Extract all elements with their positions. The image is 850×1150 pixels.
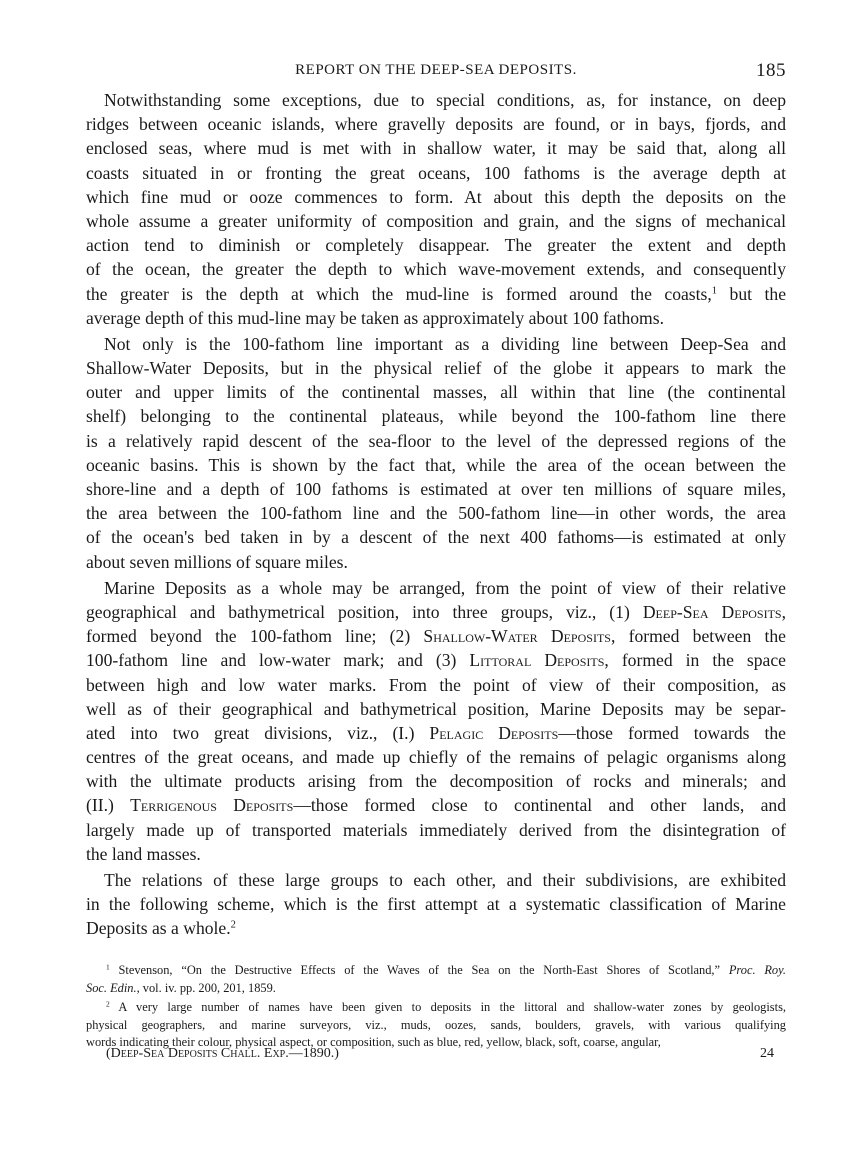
text-line: of the ocean, the greater the depth to which wave-movement extends, and consequently <box>86 259 786 280</box>
text-segment: Proc. Roy. <box>728 963 786 977</box>
text-segment: formed beyond the 100-fathom line; (2) <box>86 626 424 647</box>
text-segment: , formed between the <box>610 626 786 647</box>
text-segment: geographical and bathymetrical position, into three groups, viz., (1) <box>86 601 643 622</box>
text-line: of the ocean's bed taken in by a descent of the next 400 fathoms—is estimated at only <box>86 527 786 548</box>
text-line: enclosed seas, where mud is met with in shallow water, it may be said that, along all <box>86 138 786 159</box>
text-line <box>86 624 786 648</box>
text-segment: , <box>781 601 786 622</box>
footnotes <box>86 962 786 1054</box>
small-caps-term: Deep-Sea Deposits <box>642 601 782 622</box>
text-line <box>86 999 786 1017</box>
text-line <box>86 962 786 980</box>
footnote-ref: 1 <box>106 962 110 972</box>
text-segment: Stevenson, “On the Destructive Effects of the Waves of the Sea on the North-East Shores of Scotland,” <box>109 963 729 977</box>
page-number: 185 <box>756 60 786 81</box>
text-line: Not only is the 100-fathom line important as a dividing line between Deep-Sea and <box>104 333 786 354</box>
text-segment: A very large number of names have been given to deposits in the littoral and shallow-water zones by geologists, <box>109 1000 786 1014</box>
text-line: Marine Deposits as a whole may be arranged, from the point of view of their relative <box>104 577 786 598</box>
small-caps-term: Terrigenous Deposits <box>130 795 294 816</box>
text-line: is a relatively rapid descent of the sea-floor to the level of the depressed regions of the <box>86 430 786 451</box>
text-line: centres of the great oceans, and made up chiefly of the remains of pelagic organisms along <box>86 747 786 768</box>
text-line: the area between the 100-fathom line and the 500-fathom line—in other words, the area <box>86 503 786 524</box>
text-line <box>86 793 786 817</box>
text-segment: the greater is the depth at which the mud-line is formed around the coasts, <box>86 283 712 304</box>
footnote <box>86 999 786 1052</box>
text-line <box>86 282 786 306</box>
running-title: REPORT ON THE DEEP-SEA DEPOSITS. <box>295 62 577 78</box>
text-segment: Deposits as a whole. <box>86 918 231 939</box>
text-line: well as of their geographical and bathymetrical position, Marine Deposits may be separ- <box>86 698 786 719</box>
paragraph <box>86 868 786 941</box>
text-line: shore-line and a depth of 100 fathoms is estimated at over ten millions of square miles, <box>86 479 786 499</box>
text-line <box>86 721 786 745</box>
text-line: whole assume a greater uniformity of composition and grain, and the signs of mechanical <box>86 210 786 231</box>
text-segment: —those formed towards the <box>558 722 786 743</box>
text-line: coasts situated in or fronting the great oceans, 100 fathoms is the average depth at <box>86 162 786 183</box>
text-segment: 100-fathom line and low-water mark; and (3) <box>86 650 470 671</box>
text-line: words indicating their colour, physical aspect, or composition, such as blue, red, yellow, black, soft, coarse, angular, <box>86 1035 661 1049</box>
text-line <box>86 916 786 940</box>
text-line: action tend to diminish or completely disappear. The greater the extent and depth <box>86 235 786 256</box>
text-line: the land masses. <box>86 843 201 864</box>
text-segment: but the <box>717 283 787 304</box>
paragraph <box>86 332 786 574</box>
paragraph <box>86 88 786 330</box>
text-line: with the ultimate products arising from the decomposition of rocks and minerals; and <box>86 771 786 792</box>
text-line: The relations of these large groups to each other, and their subdivisions, are exhibited <box>104 870 786 890</box>
text-line: shelf) belonging to the continental plateaus, while beyond the 100-fathom line there <box>86 406 786 427</box>
text-line: average depth of this mud-line may be taken as approximately about 100 fathoms. <box>86 307 664 328</box>
footnote <box>86 962 786 997</box>
text-line: oceanic basins. This is shown by the fact that, while the area of the ocean between the <box>86 454 786 475</box>
text-line: about seven millions of square miles. <box>86 551 348 572</box>
text-line: between high and low water marks. From the point of view of their composition, as <box>86 674 786 695</box>
text-line: which fine mud or ooze commences to form. At about this depth the deposits on the <box>86 186 786 207</box>
footnote-ref: 2 <box>106 999 110 1009</box>
text-segment: (II.) <box>86 795 131 816</box>
text-segment: —those formed close to continental and other lands, and <box>293 795 787 816</box>
small-caps-term: Shallow-Water Deposits <box>423 626 611 647</box>
text-line: Shallow-Water Deposits, but in the physical relief of the globe it appears to mark the <box>86 358 786 379</box>
text-line: ridges between oceanic islands, where gravelly deposits are found, or in bays, fjords, and <box>86 114 786 135</box>
text-line: Notwithstanding some exceptions, due to special conditions, as, for instance, on deep <box>104 90 786 110</box>
signature-text: (Deep-Sea Deposits Chall. Exp.—1890.) <box>106 1046 339 1061</box>
paragraph <box>86 576 786 866</box>
signature-number: 24 <box>760 1046 774 1061</box>
text-line: in the following scheme, which is the first attempt at a systematic classification of Marine <box>86 894 786 915</box>
signature-mark <box>106 1046 339 1062</box>
text-segment: Soc. Edin. <box>86 980 137 995</box>
text-segment: , formed in the space <box>604 650 786 671</box>
text-line: outer and upper limits of the continental masses, all within that line (the continental <box>86 382 786 403</box>
body-text <box>86 88 786 943</box>
text-line <box>86 980 786 998</box>
running-header <box>86 60 786 84</box>
small-caps-term: Pelagic Deposits <box>429 722 559 743</box>
text-line <box>86 648 786 672</box>
small-caps-term: Littoral Deposits <box>469 650 605 671</box>
footnote-ref: 1 <box>711 285 718 297</box>
text-segment: ated into two great divisions, viz., (I.) <box>86 722 430 743</box>
text-line: largely made up of transported materials immediately derived from the disintegration of <box>86 819 786 840</box>
footnote-ref: 2 <box>230 920 236 932</box>
text-segment: , vol. iv. pp. 200, 201, 1859. <box>136 980 276 995</box>
text-line: physical geographers, and marine surveyors, viz., muds, oozes, sands, boulders, gravels, with various qualifying <box>86 1017 786 1032</box>
text-line <box>86 600 786 624</box>
